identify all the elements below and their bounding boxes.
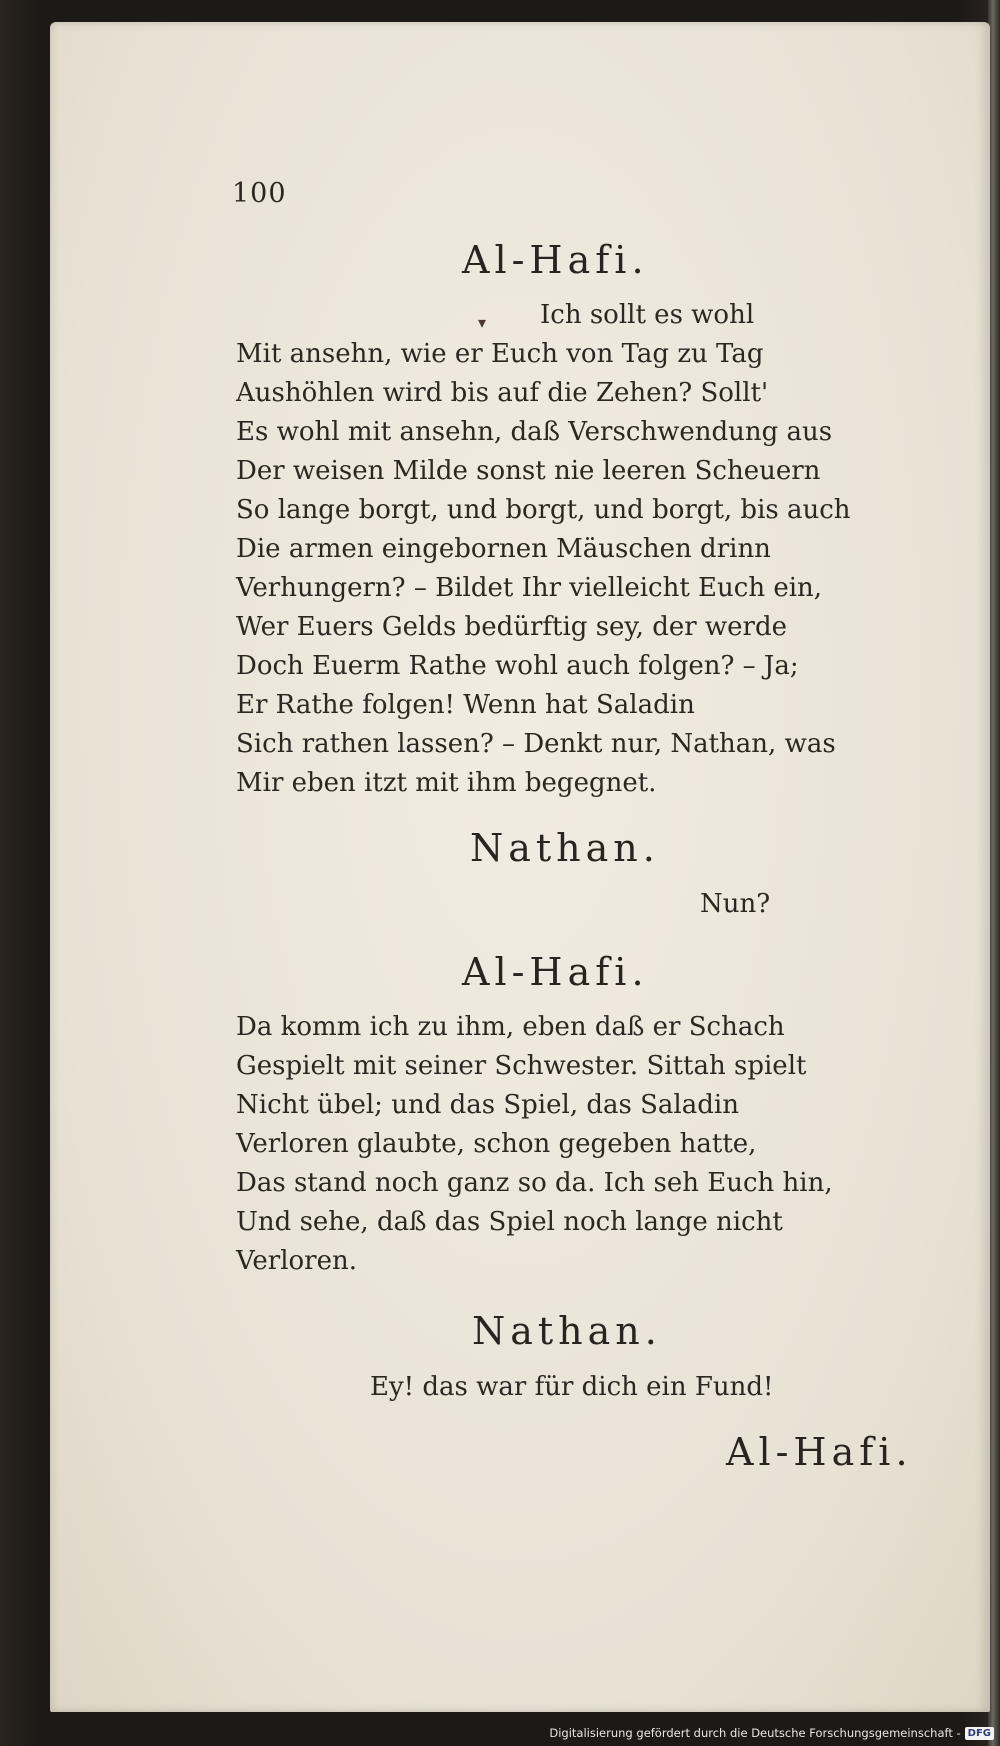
- speaker-nathan: Nathan.: [470, 826, 660, 870]
- verse-line: Sich rathen lassen? – Denkt nur, Nathan, was: [236, 729, 836, 759]
- verse-line: Es wohl mit ansehn, daß Verschwendung aus: [236, 417, 833, 447]
- verse-line: Doch Euerm Rathe wohl auch folgen? – Ja;: [236, 651, 799, 681]
- verse-line: Verloren glaubte, schon gegeben hatte,: [236, 1129, 757, 1159]
- catchword-al-hafi: Al-Hafi.: [726, 1430, 913, 1474]
- speaker-al-hafi: Al-Hafi.: [462, 238, 649, 282]
- footer-text: Digitalisierung gefördert durch die Deutsche Forschungsgemeinschaft -: [549, 1726, 961, 1740]
- speaker-nathan: Nathan.: [472, 1309, 662, 1353]
- verse-line: Verloren.: [236, 1246, 357, 1276]
- ink-mark: ▾: [478, 313, 487, 332]
- verse-line: Mir eben itzt mit ihm begegnet.: [236, 768, 657, 798]
- verse-line: Und sehe, daß das Spiel noch lange nicht: [236, 1207, 783, 1237]
- speaker-al-hafi: Al-Hafi.: [462, 950, 649, 994]
- verse-line: Gespielt mit seiner Schwester. Sittah spielt: [236, 1051, 807, 1081]
- verse-line: Der weisen Milde sonst nie leeren Scheuern: [236, 456, 821, 486]
- verse-line: Verhungern? – Bildet Ihr vielleicht Euch ein,: [236, 573, 823, 603]
- verse-line: Mit ansehn, wie er Euch von Tag zu Tag: [236, 339, 764, 369]
- verse-line: Nicht übel; und das Spiel, das Saladin: [236, 1090, 739, 1120]
- verse-line: Er Rathe folgen! Wenn hat Saladin: [236, 690, 695, 720]
- verse-line: Das stand noch ganz so da. Ich seh Euch hin,: [236, 1168, 833, 1198]
- digitization-footer: [549, 1726, 994, 1740]
- verse-line: Die armen eingebornen Mäuschen drinn: [236, 534, 771, 564]
- verse-line: Aushöhlen wird bis auf die Zehen? Sollt': [236, 378, 769, 408]
- verse-line: Wer Euers Gelds bedürftig sey, der werde: [236, 612, 788, 642]
- verse-line: Ey! das war für dich ein Fund!: [370, 1372, 774, 1402]
- page-number: 100: [232, 178, 287, 209]
- verse-line: Ich sollt es wohl: [540, 300, 755, 330]
- verse-line: Nun?: [700, 889, 771, 919]
- dfg-logo: DFG: [965, 1727, 994, 1740]
- verse-line: Da komm ich zu ihm, eben daß er Schach: [236, 1012, 785, 1042]
- verse-line: So lange borgt, und borgt, und borgt, bis auch: [236, 495, 851, 525]
